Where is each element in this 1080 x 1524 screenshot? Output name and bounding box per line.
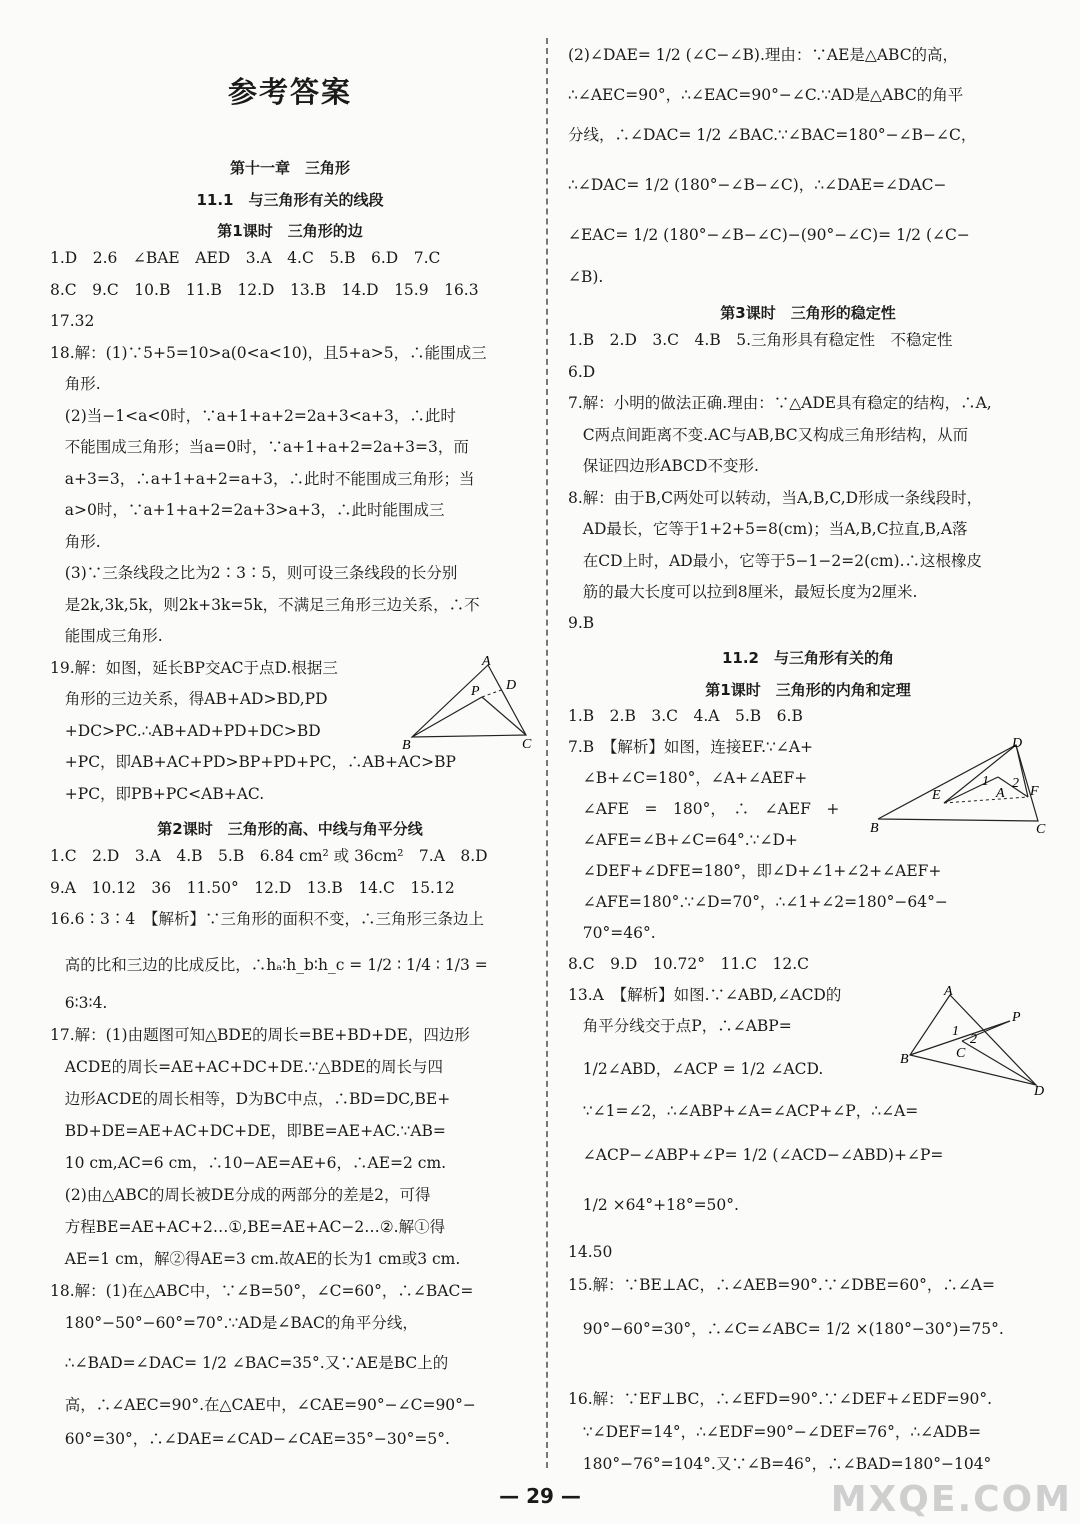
answer-line: +PC，即AB+AC+PD>BP+PD+PC，∴AB+AC>BP bbox=[50, 753, 456, 771]
answer-line: ∠ACP−∠ABP+∠P= 1/2 (∠ACD−∠ABD)+∠P= bbox=[568, 1146, 944, 1164]
answer-line: (2)当−1<a<0时，∵a+1+a+2=2a+3<a+3，∴此时 bbox=[50, 407, 456, 425]
answer-line: 8.C 9.C 10.B 11.B 12.D 13.B 14.D 15.9 16.3 bbox=[50, 281, 479, 299]
answer-line: 180°−76°=104°.又∵∠B=46°，∴∠BAD=180°−104° bbox=[568, 1455, 992, 1473]
answer-line: 保证四边形ABCD不变形. bbox=[568, 457, 759, 475]
svg-text:2: 2 bbox=[1012, 776, 1019, 791]
svg-text:A: A bbox=[996, 786, 1005, 801]
svg-text:B: B bbox=[900, 1052, 909, 1067]
answer-line: 是2k,3k,5k，则2k+3k=5k，不满足三角形三边关系，∴不 bbox=[50, 596, 480, 614]
svg-text:D: D bbox=[1034, 1084, 1045, 1095]
svg-text:2: 2 bbox=[970, 1032, 977, 1047]
answer-line: 角形. bbox=[50, 533, 101, 551]
answer-line: ∠AFE=∠B+∠C=64°.∵∠D+ bbox=[568, 831, 798, 849]
svg-text:C: C bbox=[1036, 822, 1046, 835]
chapter-heading: 第十一章 三角形 bbox=[229, 159, 350, 177]
svg-text:1: 1 bbox=[952, 1024, 959, 1039]
answer-line: 1.C 2.D 3.A 4.B 5.B 6.84 cm² 或 36cm² 7.A 8.D bbox=[50, 847, 488, 865]
answer-line: 15.解：∵BE⊥AC，∴∠AEB=90°.∵∠DBE=60°，∴∠A= bbox=[568, 1276, 996, 1294]
answer-line: 16.6∶3∶4 【解析】∵三角形的面积不变，∴三角形三条边上 bbox=[50, 910, 484, 928]
answer-line: 180°−50°−60°=70°.∵AD是∠BAC的角平分线， bbox=[50, 1314, 418, 1332]
answer-line: 1.B 2.B 3.C 4.A 5.B 6.B bbox=[568, 707, 803, 725]
answer-line: 6.D bbox=[568, 363, 596, 381]
answer-line: 6∶3∶4. bbox=[50, 994, 108, 1012]
answer-line: 70°=46°. bbox=[568, 924, 656, 942]
answer-line: 1/2 ×64°+18°=50°. bbox=[568, 1196, 739, 1214]
svg-text:B: B bbox=[870, 821, 879, 835]
svg-text:E: E bbox=[932, 788, 941, 803]
answer-line: 90°−60°=30°，∴∠C=∠ABC= 1/2 ×(180°−30°)=75°. bbox=[568, 1320, 1004, 1338]
answer-line: 1.D 2.6 ∠BAE AED 3.A 4.C 5.B 6.D 7.C bbox=[50, 249, 441, 267]
answer-line: 角形的三边关系，得AB+AD>BD,PD bbox=[50, 690, 328, 708]
page-title: 参考答案 bbox=[227, 75, 352, 109]
answer-line: BD+DE=AE+AC+DC+DE，即BE=AE+AC.∵AB= bbox=[50, 1122, 446, 1140]
answer-line: 不能围成三角形；当a=0时，∵a+1+a+2=2a+3=3，而 bbox=[50, 438, 469, 456]
column-divider bbox=[546, 38, 548, 1468]
lesson-heading-2: 第2课时 三角形的高、中线与角平分线 bbox=[157, 820, 423, 838]
svg-text:C: C bbox=[956, 1046, 966, 1061]
answer-line: (2)∠DAE= 1/2 (∠C−∠B).理由：∵AE是△ABC的高， bbox=[568, 46, 959, 64]
answer-line: ∴∠AEC=90°，∴∠EAC=90°−∠C.∵AD是△ABC的角平 bbox=[568, 86, 964, 104]
answer-line: AE=1 cm，解②得AE=3 cm.故AE的长为1 cm或3 cm. bbox=[50, 1250, 461, 1268]
answer-line: 18.解：(1)在△ABC中，∵∠B=50°，∠C=60°，∴∠BAC= bbox=[50, 1282, 474, 1300]
answer-line: 9.A 10.12 36 11.50° 12.D 13.B 14.C 15.12 bbox=[50, 879, 455, 897]
svg-text:D: D bbox=[506, 678, 517, 693]
lesson-heading-3: 第3课时 三角形的稳定性 bbox=[720, 304, 896, 322]
watermark: MXQE.COM bbox=[830, 1479, 1072, 1520]
answer-line: a>0时，∵a+1+a+2=2a+3>a+3，∴此时能围成三 bbox=[50, 501, 445, 519]
answer-line: 高，∴∠AEC=90°.在△CAE中，∠CAE=90°−∠C=90°− bbox=[50, 1396, 476, 1414]
answer-line: 1/2∠ABD，∠ACP = 1/2 ∠ACD. bbox=[568, 1060, 824, 1078]
answer-line: 10 cm,AC=6 cm，∴10−AE=AE+6，∴AE=2 cm. bbox=[50, 1154, 447, 1172]
answer-line: 60°=30°，∴∠DAE=∠CAD−∠CAE=35°−30°=5°. bbox=[50, 1430, 450, 1448]
svg-text:1: 1 bbox=[982, 774, 989, 789]
svg-text:P: P bbox=[1012, 1010, 1021, 1025]
answer-line: 在CD上时，AD最小，它等于5−1−2=2(cm).∴这根橡皮 bbox=[568, 552, 982, 570]
svg-text:A: A bbox=[482, 655, 491, 669]
section-heading-11-1: 11.1 与三角形有关的线段 bbox=[196, 191, 384, 209]
answer-line: ∠AFE = 180°， ∴ ∠AEF + bbox=[568, 800, 840, 818]
page-number: — 29 — bbox=[499, 1484, 581, 1508]
lesson-heading-1: 第1课时 三角形的边 bbox=[217, 222, 363, 240]
answer-line: 边形ACDE的周长相等，D为BC中点，∴BD=DC,BE+ bbox=[50, 1090, 451, 1108]
answer-line: 能围成三角形. bbox=[50, 627, 163, 645]
answer-line: 16.解：∵EF⊥BC，∴∠EFD=90°.∵∠DEF+∠EDF=90°. bbox=[568, 1390, 993, 1408]
answer-line: ∠EAC= 1/2 (180°−∠B−∠C)−(90°−∠C)= 1/2 (∠C− bbox=[568, 226, 970, 244]
answer-line: 19.解：如图，延长BP交AC于点D.根据三 bbox=[50, 659, 338, 677]
svg-text:B: B bbox=[402, 738, 411, 750]
answer-line: (3)∵三条线段之比为2∶3∶5，则可设三条线段的长分别 bbox=[50, 564, 458, 582]
answer-line: ∵∠DEF=14°，∴∠EDF=90°−∠DEF=76°，∴∠ADB= bbox=[568, 1423, 982, 1441]
answer-line: ∴∠BAD=∠DAC= 1/2 ∠BAC=35°.又∵AE是BC上的 bbox=[50, 1354, 449, 1372]
svg-text:F: F bbox=[1030, 784, 1039, 799]
answer-line: ∵∠1=∠2，∴∠ABP+∠A=∠ACP+∠P，∴∠A= bbox=[568, 1102, 919, 1120]
answer-line: 分线，∴∠DAC= 1/2 ∠BAC.∵∠BAC=180°−∠B−∠C， bbox=[568, 126, 977, 144]
answer-line: +PC，即PB+PC<AB+AC. bbox=[50, 785, 265, 803]
answer-line: ∠AFE=180°.∵∠D=70°，∴∠1+∠2=180°−64°− bbox=[568, 893, 948, 911]
answer-line: ∠B+∠C=180°，∠A+∠AEF+ bbox=[568, 769, 808, 787]
triangle-figure-abc-p bbox=[402, 655, 534, 750]
answer-line: 1.B 2.D 3.C 4.B 5.三角形具有稳定性 不稳定性 bbox=[568, 331, 953, 349]
answer-line: 方程BE=AE+AC+2…①,BE=AE+AC−2…②.解①得 bbox=[50, 1218, 446, 1236]
svg-text:P: P bbox=[471, 684, 480, 699]
svg-text:D: D bbox=[1012, 736, 1023, 751]
answer-line: ∴∠DAC= 1/2 (180°−∠B−∠C)，∴∠DAE=∠DAC− bbox=[568, 176, 947, 194]
lesson-heading-4: 第1课时 三角形的内角和定理 bbox=[705, 681, 911, 699]
answer-line: 高的比和三边的比成反比，∴hₐ∶h_b∶h_c = 1/2 ∶ 1/4 ∶ 1/3 = bbox=[50, 956, 488, 974]
answer-line: 角形. bbox=[50, 375, 101, 393]
svg-text:C: C bbox=[522, 737, 532, 750]
answer-line: ACDE的周长=AE+AC+DC+DE.∵△BDE的周长与四 bbox=[50, 1058, 443, 1076]
answer-line: ∠DEF+∠DFE=180°，即∠D+∠1+∠2+∠AEF+ bbox=[568, 862, 942, 880]
answer-line: 筋的最大长度可以拉到8厘米，最短长度为2厘米. bbox=[568, 583, 918, 601]
triangle-figure-abd-p bbox=[900, 985, 1048, 1095]
answer-line: 14.50 bbox=[568, 1243, 613, 1261]
section-heading-11-2: 11.2 与三角形有关的角 bbox=[721, 649, 894, 667]
answer-line: ∠B). bbox=[568, 268, 604, 286]
answer-line: 7.解：小明的做法正确.理由：∵△ADE具有稳定的结构，∴A, bbox=[568, 394, 992, 412]
answer-line: 7.B 【解析】如图，连接EF.∵∠A+ bbox=[568, 738, 814, 756]
svg-text:A: A bbox=[944, 985, 953, 999]
answer-line: 8.解：由于B,C两处可以转动，当A,B,C,D形成一条线段时， bbox=[568, 489, 983, 507]
answer-line: (2)由△ABC的周长被DE分成的两部分的差是2，可得 bbox=[50, 1186, 431, 1204]
answer-line: 8.C 9.D 10.72° 11.C 12.C bbox=[568, 955, 810, 973]
answer-line: +DC>PC.∴AB+AD+PD+DC>BD bbox=[50, 722, 321, 740]
triangle-figure-bcd-ef bbox=[868, 735, 1048, 835]
answer-line: C两点间距离不变.AC与AB,BC又构成三角形结构，从而 bbox=[568, 426, 969, 444]
answer-line: 9.B bbox=[568, 614, 595, 632]
answer-line: 角平分线交于点P，∴∠ABP= bbox=[568, 1017, 792, 1035]
answer-line: 17.32 bbox=[50, 312, 95, 330]
answer-line: 18.解：(1)∵5+5=10>a(0<a<10)，且5+a>5，∴能围成三 bbox=[50, 344, 487, 362]
answer-line: a+3=3，∴a+1+a+2=a+3，∴此时不能围成三角形；当 bbox=[50, 470, 475, 488]
answer-line: 17.解：(1)由题图可知△BDE的周长=BE+BD+DE，四边形 bbox=[50, 1026, 470, 1044]
answer-line: AD最长，它等于1+2+5=8(cm)；当A,B,C拉直,B,A落 bbox=[568, 520, 968, 538]
answer-line: 13.A 【解析】如图.∵∠ABD,∠ACD的 bbox=[568, 986, 842, 1004]
